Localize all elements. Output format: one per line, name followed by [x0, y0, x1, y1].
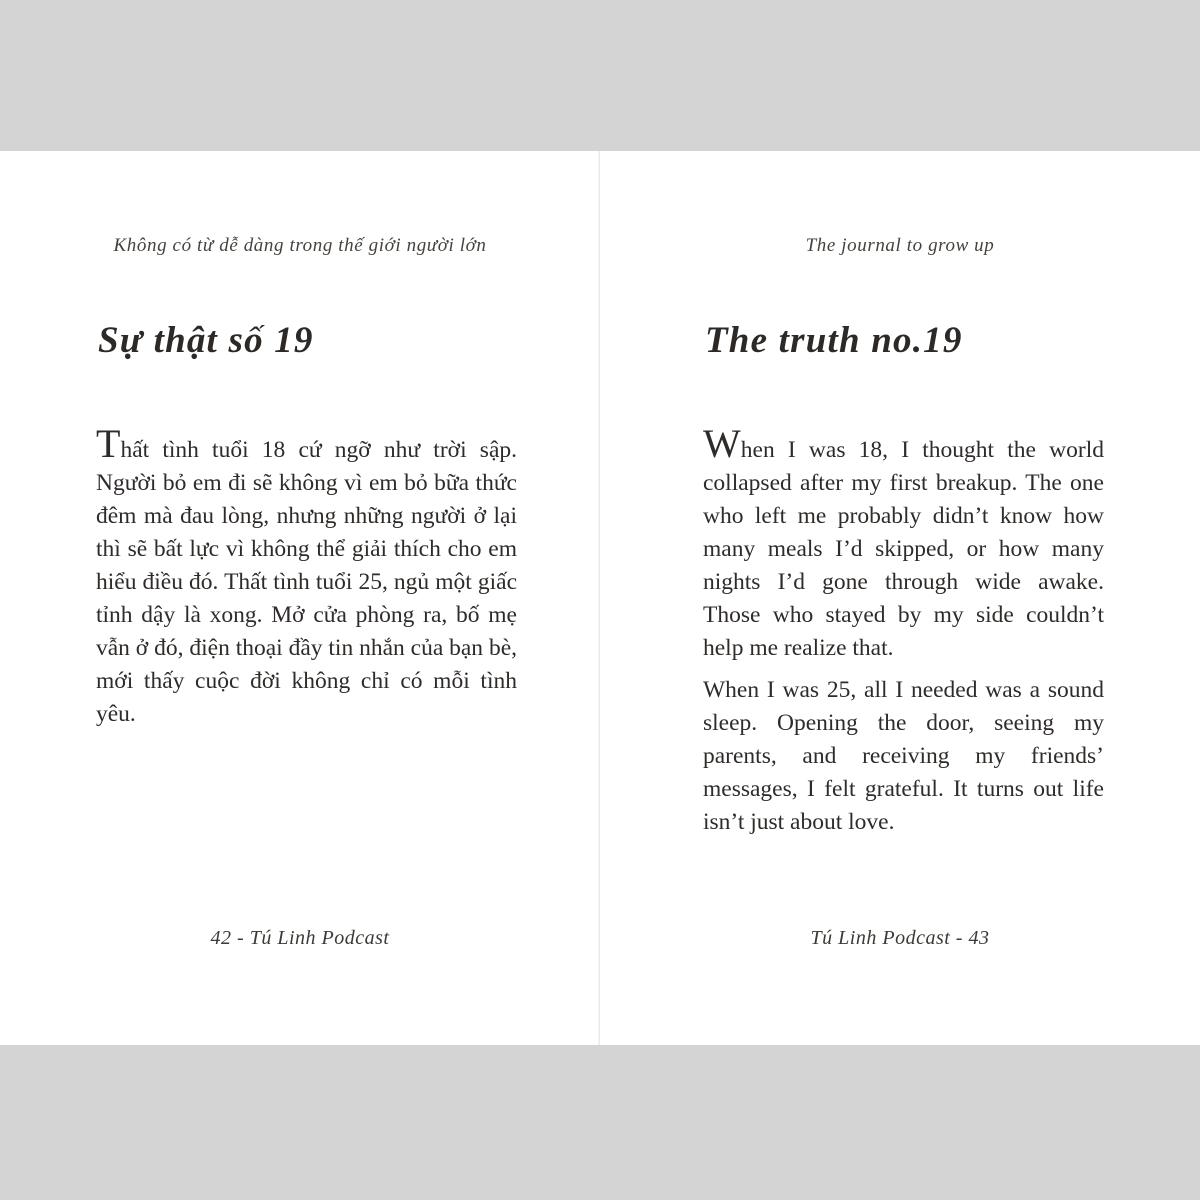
left-page-running-header: Không có từ dễ dàng trong thế giới người lớn	[113, 235, 487, 256]
right-page-paragraph-2: When I was 25, all I needed was a sound sleep. Opening the door, seeing my parents, and receiving my friends’ messages, I felt grateful. It turns out life isn’t just about love.	[703, 677, 1104, 835]
left-page-paragraph	[96, 421, 517, 731]
left-page-footer: 42 - Tú Linh Podcast	[210, 927, 390, 949]
right-page-paragraph-1	[703, 421, 1104, 665]
left-page-paragraph-text: hất tình tuổi 18 cứ ngỡ như trời sập. Người bỏ em đi sẽ không vì em bỏ bữa thức đêm mà đau lòng, nhưng những người ở lại thì sẽ bất lực vì không thể giải thích cho em hiểu điều đó. Thất tình tuổi 25, ngủ một giấc tỉnh dậy là xong. Mở cửa phòng ra, bố mẹ vẫn ở đó, điện thoại đầy tin nhắn của bạn bè, mới thấy cuộc đời không chỉ có mỗi tình yêu.	[96, 437, 517, 727]
right-page-body	[703, 421, 1104, 839]
book-spread	[0, 151, 1200, 1045]
right-page	[600, 151, 1200, 1045]
right-page-paragraph-1-text: hen I was 18, I thought the world collapsed after my first breakup. The one who left me probably didn’t know how many meals I’d skipped, or how many nights I’d gone through wide awake. Those who stayed by my side couldn’t help me realize that.	[703, 437, 1104, 661]
raised-cap-left: T	[96, 421, 121, 466]
bottom-background-band	[0, 1045, 1200, 1200]
left-page-chapter-title: Sự thật số 19	[98, 320, 314, 361]
top-background-band	[0, 0, 1200, 151]
right-page-chapter-title: The truth no.19	[705, 320, 963, 361]
left-page-body	[96, 421, 517, 731]
raised-cap-right: W	[703, 421, 741, 466]
left-page	[0, 151, 600, 1045]
right-page-running-header: The journal to grow up	[805, 235, 995, 256]
right-page-footer: Tú Linh Podcast - 43	[810, 927, 990, 949]
